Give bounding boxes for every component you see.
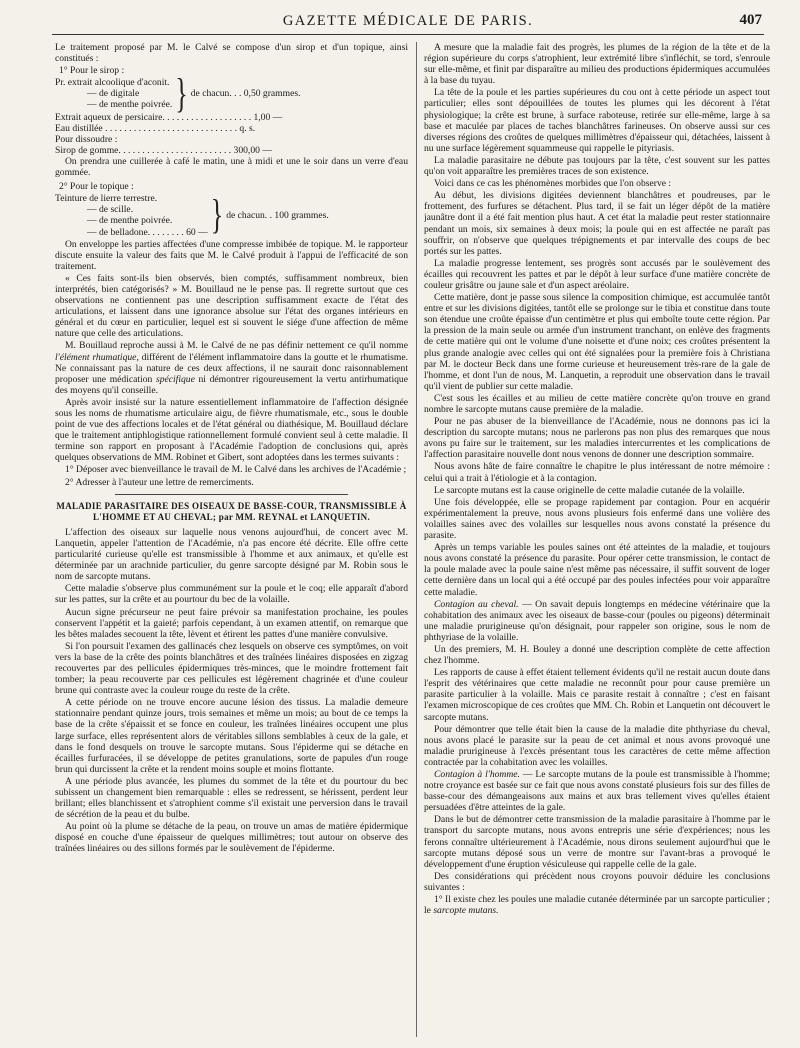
paragraph: A une période plus avancée, les plumes du sommet de la tête et du pourtour du bec subissent un changement bien remarquable : elles se redressent, se hérissent, perdent leur brillant; elles blanchissent et s'atrophient comme s'il existait une perversion dans le travail de sécrétion de la peau et du bulbe. (55, 775, 408, 821)
rx-line: Pour dissoudre : (55, 133, 118, 145)
paragraph: Après un temps variable les poules saines ont été atteintes de la maladie, et toujours nous avons constaté la présence du parasite. Pour opérer cette transmission, le contact de la poule malade avec la poule saine n'est même pas nécessaire, il suffit souvent de loger cette dernière dans un local qui a été occupé par des poules infectées pour voir apparaître cette maladie. (424, 542, 770, 598)
column-divider (416, 42, 417, 1037)
conclusion-item: 2° Adresser à l'auteur une lettre de remerciments. (65, 476, 254, 488)
rx-line: — de belladone. . . . . . . . 60 — (87, 226, 208, 238)
right-column (424, 42, 770, 1042)
paragraph: Cette maladie s'observe plus communément sur la poule et le coq; elle apparaît d'abord sur les pattes, sur la crête et au pourtour du bec de la volaille. (55, 583, 408, 606)
rx-line: Sirop de gomme. . . . . . . . . . . . . . . . . . . . . . . . 300,00 — (55, 144, 272, 156)
paragraph: M. Bouillaud reproche aussi à M. le Calvé de ne pas définir nettement ce qu'il nomme l'élément rhumatique, différent de l'élément inflammatoire dans la goutte et le rhumatisme. Ne connaissant pas la nature de ces deux affections, il ne saurait donc raisonnablement proposer une médication spécifique ni démontrer rigoureusement la vertu antirhumatique des moyens qu'il conseille. (55, 340, 408, 396)
paragraph: La maladie progresse lentement, ses progrès sont accusés par le soulèvement des écailles qui recouvrent les pattes et par le dépôt à leur surface d'une matière concrète de couleur grisâtre ou jaune sale et d'un aspect aréolaire. (424, 257, 770, 291)
conclusion-item: 1° Il existe chez les poules une maladie cutanée déterminée par un sarcopte particulier ; le sarcopte mutans. (424, 894, 770, 917)
article-title: MALADIE PARASITAIRE DES OISEAUX DE BASSE-COUR, TRANSMISSIBLE À L'HOMME ET AU CHEVAL; par MM. REYNAL et LANQUETIN. (56, 500, 407, 522)
paragraph: « Ces faits sont-ils bien observés, bien comptés, suffisamment nombreux, bien interprétés, bien catégorisés? » M. Bouillaud ne le pense pas. Il regrette surtout que ces observations ne contiennent pas une description suffisamment exacte de l'état des articulations, et laissent dans une ignorance absolue sur l'état des organes intérieurs en général et du cœur en particulier, lequel est si souvent le siége d'une affection de même nature que celle des articulations. (55, 272, 408, 340)
paragraph: Si l'on poursuit l'examen des gallinacés chez lesquels on observe ces symptômes, on voit vers la base de la crête des points blanchâtres et des traînées linéaires disposées en zigzag recouvertes par des pellicules épidermiques très-minces, que le moindre frottement fait tomber; la peau recouverte par ces pellicules est légèrement chagrinée et d'une couleur brune qui contraste avec la couleur rouge du reste de la crête. (55, 640, 408, 697)
paragraph: Au point où la plume se détache de la peau, on trouve un amas de matière épidermique disposé en couche d'une épaisseur de quelques millimètres; tout autour on observe des traînées linéaires ou des sillons formés par le soulèvement de l'épiderme. (55, 821, 408, 855)
subsection-heading: Contagion au cheval. (434, 598, 519, 610)
topique-prescription (55, 193, 408, 237)
paragraph: Contagion à l'homme. — Le sarcopte mutans de la poule est transmissible à l'homme; notre croyance est basée sur ce fait que nous avons constaté plusieurs fois sur des filles de basse-cour des démangeaisons aux mains et aux bras tellement vives qu'elles étaient persuadées d'être atteintes de la gale. (424, 769, 770, 814)
paragraph: A cette période on ne trouve encore aucune lésion des tissus. La maladie demeure stationnaire pendant quinze jours, trois semaines et même un mois; au bout de ce temps la base de la crête s'épaissit et se fonce en couleur, les traînées linéaires occupent une plus large surface, elles représentent alors de véritables sillons semblables à ceux de la gale, et dans le fond desquels on trouve le sarcopte mutans. Sous l'épiderme qui se détache en écailles furfuracées, il se développe de petites granulations, sorte de papules d'un rouge brun qui durcissent la crête et la rendent moins souple et moins flottante. (55, 697, 408, 775)
treatment-intro: Le traitement proposé par M. le Calvé se compose d'un sirop et d'un topique, ainsi constitués : (55, 42, 408, 65)
rx-line: Pr. extrait alcoolique d'aconit. (55, 77, 170, 89)
rx-line: Extrait aqueux de persicaire. . . . . . . . . . . . . . . . . . . 1,00 — (55, 111, 283, 123)
conclusion-item: 1° Déposer avec bienveillance le travail de M. le Calvé dans les archives de l'Académie ; (65, 464, 407, 476)
paragraph: Voici dans ce cas les phénomènes morbides que l'on observe : (434, 178, 672, 190)
paragraph: A mesure que la maladie fait des progrès, les plumes de la région de la tête et de la région supérieure du corps s'atrophient, leur extrémité libre s'infléchit, se tord, s'enroule sur elle-même, et finit par disparaître au milieu des productions épidermiques accumulées à la base du tuyau. (424, 42, 770, 87)
paragraph: Des considérations qui précèdent nous croyons pouvoir déduire les conclusions suivantes : (424, 870, 770, 893)
rx-line: Teinture de lierre terrestre. (55, 193, 158, 205)
paragraph: Une fois développée, elle se propage rapidement par contagion. Pour en acquérir expérimentalement la preuve, nous avons plusieurs fois enfermé dans une volière des volailles saines avec des volailles sur lesquelles nous avons constaté la présence du parasite. (424, 496, 770, 542)
subsection-heading: Contagion à l'homme. (434, 769, 520, 780)
brace-glyph: } (210, 191, 224, 238)
rx-line: — de digitale (87, 88, 140, 100)
dosage-paragraph: On prendra une cuillerée à café le matin, une à midi et une le soir dans un verre d'eau gommée. (55, 155, 408, 179)
rx-line: — de menthe poivrée. (87, 99, 173, 111)
paragraph: Le sarcopte mutans est la cause originelle de cette maladie cutanée de la volaille. (434, 484, 745, 496)
page-header (52, 8, 764, 35)
sirop-heading: 1° Pour le sirop : (59, 65, 125, 77)
paragraph: La tête de la poule et les parties supérieures du cou ont à cette période un aspect tout particulier; elles sont dépouillées de toutes les plumes qui les décorent à l'état physiologique; la crête est brune, à surface raboteuse, retirée sur elle-même, large à sa base et maculée par places de taches blanchâtres farineuses. On observe aussi sur ces diverses régions des croûtes de quelques millimètres d'épaisseur qui, détachées, laissent à nu une surface légèrement squammeuse qui rappelle le pityriasis. (424, 87, 770, 154)
journal-title: GAZETTE MÉDICALE DE PARIS. (282, 13, 534, 29)
paragraph: La maladie parasitaire ne débute pas toujours par la tête, c'est souvent sur les pattes qu'on voit apparaître les premières traces de son existence. (424, 154, 770, 178)
page-number: 407 (739, 12, 762, 28)
paragraph: Nous avons hâte de faire connaître le chapitre le plus intéressant de notre mémoire : celui qui a trait à l'étiologie et à la contagion. (424, 461, 770, 484)
paragraph: Contagion au cheval. — On savait depuis longtemps en médecine vétérinaire que la cohabitation des animaux avec les oiseaux de basse-cour (poules ou pigeons) déterminait une maladie prurigineuse qu'on désignait, pour rappeler son origine, sous le nom de phthyriase de la volaille. (424, 598, 770, 643)
paragraph: Aucun signe précurseur ne peut faire prévoir sa manifestation prochaine, les poules conservent l'appétit et la gaieté; parfois cependant, à un examen attentif, on remarque que les bêtes malades secouent la tête, lèvent et étirent les pattes d'une manière convulsive. (55, 606, 408, 640)
paragraph: Après avoir insisté sur la nature essentiellement inflammatoire de l'affection désignée sous les noms de rhumatisme articulaire aigu, de fièvre rhumatismale, etc., sous le double point de vue des affections locales et de l'état général ou diathésique, M. Bouillaud déclare que le traitement antiphlogistique rationnellement formulé convient seul à cette maladie. Il termine son rapport en proposant à l'Académie l'adoption de conclusions qui, après quelques observations de MM. Robinet et Gibert, sont adoptées dans les termes suivants : (55, 396, 408, 464)
paragraph: Pour ne pas abuser de la bienveillance de l'Académie, nous ne donnons pas ici la description du sarcopte mutans; nous ne parlerons pas non plus des remarques que nous avons pu faire sur le traitement, sur les maladies intercurrentes et les complications de l'affection parasitaire nouvelle dont nous venons de donner une description sommaire. (424, 416, 770, 461)
rx-line: — de menthe poivrée. (87, 215, 173, 227)
topique-heading: 2° Pour le topique : (59, 181, 134, 193)
left-column (55, 42, 408, 1042)
brace-glyph: } (175, 69, 188, 117)
paragraph: On enveloppe les parties affectées d'une compresse imbibée de topique. M. le rapporteur discute ensuite la valeur des faits que M. le Calvé produit à l'appui de l'efficacité de son traitement. (55, 238, 408, 272)
rx-quantity: de chacun. . . 0,50 grammes. (190, 88, 301, 100)
paragraph: Les rapports de cause à effet étaient tellement évidents qu'il ne restait aucun doute dans l'esprit des vétérinaires que cette maladie ne reconnût pour pour cause première un parasite particulier à la volaille. Mais ce parasite restait à connaître ; c'est en faisant l'examen microscopique de ces croûtes que MM. Ch. Robin et Lanquetin ont découvert le sarcopte mutans. (424, 667, 770, 723)
section-divider (115, 494, 348, 495)
paragraph: L'affection des oiseaux sur laquelle nous venons aujourd'hui, de concert avec M. Lanquetin, appeler l'attention de l'Académie, n'a pas encore été décrite. Elle offre cette particularité curieuse qu'elle est transmissible à l'homme et aux animaux, et qu'elle est déterminée par un arachnide particulier, du genre sarcopte désigné par M. Robin sous le nom de sarcopte mutans. (55, 526, 408, 583)
rx-line: Eau distillée . . . . . . . . . . . . . . . . . . . . . . . . . . . . q. s. (55, 122, 256, 134)
paragraph: Au début, les divisions digitées deviennent blanchâtres et poudreuses, par le frottement, des furfures se détachent. Plus tard, il se fait un léger dépôt de la matière jaunâtre dont il a été fait mention plus haut. A cet état la maladie peut rester stationnaire pendant un mois, six semaines à deux mois; la poule qui en est affectée ne paraît pas souffrir, on n'observe que quelques trépignements et par intervalle des coups de bec portés sur les pattes. (424, 190, 770, 257)
rx-line: — de scille. (87, 204, 134, 216)
rx-quantity: de chacun. . 100 grammes. (226, 209, 329, 221)
paragraph: Cette matière, dont je passe sous silence la composition chimique, est accumulée tantôt entre et sur les divisions digitées, tantôt elle se prolonge sur le tibia et constitue dans toute son étendue une croûte épaisse d'un centimètre et plus qui emboîte toute cette région. Par la pression de la main seule ou armée d'un instrument tranchant, on enlève des fragments de cette matière qui ont le volume d'une noisette et d'une noix; ces croûtes présentent la plus grande analogie avec celles qui ont été signalées pour la première fois à Christiana par M. le docteur Beck dans une forme curieuse et heureusement très-rare de la gale de l'homme, et dont l'un de nous, M. Lanquetin, a reproduit une observation dans le travail qu'il vient de publier sur cette maladie. (424, 292, 770, 392)
paragraph: Pour démontrer que telle était bien la cause de la maladie dite phthyriase du cheval, nous avons placé le parasite sur la peau de cet animal et nous avons provoqué une maladie prurigineuse à l'excès présentant tous les caractères de cette même affection contractée par la cohabitation avec les volailles. (424, 723, 770, 768)
paragraph: C'est sous les écailles et au milieu de cette matière concrète qu'on trouve en grand nombre le sarcopte mutans cause première de la maladie. (424, 392, 770, 415)
paragraph: Un des premiers, M. H. Bouley a donné une description complète de cette affection chez l'homme. (424, 643, 770, 667)
paragraph: Dans le but de démontrer cette transmission de la maladie parasitaire à l'homme par le transport du sarcopte mutans, nous avons entrepris une série d'expériences; nous les ferons connaître ultérieurement à l'Académie, nous dirons seulement aujourd'hui que le sarcopte mutans déposé sous un verre de montre sur l'avant-bras a provoqué le développement d'une éruption vésiculeuse qui rappelle celle de la gale. (424, 814, 770, 870)
